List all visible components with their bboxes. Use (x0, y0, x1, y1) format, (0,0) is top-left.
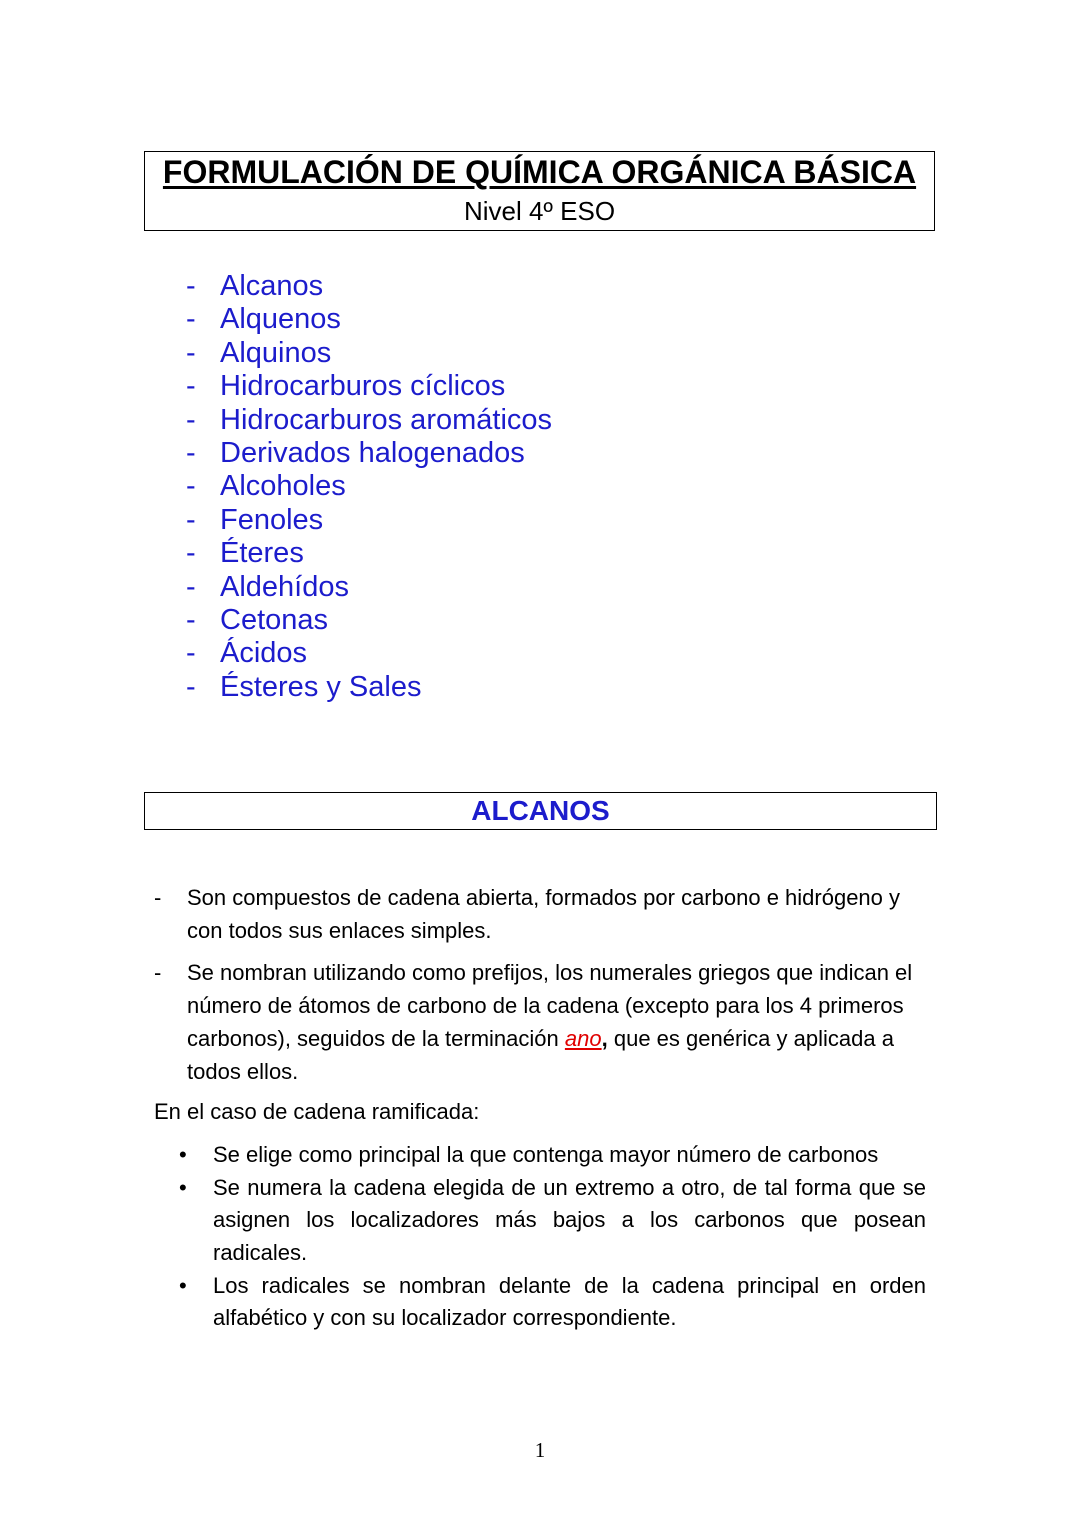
rule-text: Los radicales se nombran delante de la cadena principal en orden alfabético y con su localizador correspondiente. (213, 1272, 926, 1331)
branched-intro: En el caso de cadena ramificada: (154, 1099, 480, 1125)
list-dash: - (186, 637, 196, 670)
topic-item (186, 470, 552, 503)
list-dash: - (154, 885, 162, 910)
topic-item (186, 504, 552, 537)
list-dash: - (186, 670, 196, 703)
topic-list (186, 270, 552, 704)
document-subtitle: Nivel 4º ESO (463, 196, 616, 226)
page-number: 1 (534, 1438, 546, 1462)
suffix-term: ano (564, 1025, 602, 1051)
topic-label: Hidrocarburos cíclicos (220, 370, 506, 403)
list-dash: - (186, 503, 196, 536)
topic-label: Cetonas (220, 604, 329, 637)
rule-item (154, 1172, 926, 1270)
section-body (154, 882, 926, 1335)
rule-text: Se elige como principal la que contenga mayor número de carbonos (213, 1141, 879, 1167)
topic-item (186, 337, 552, 370)
topic-label: Ácidos (220, 637, 308, 670)
topic-item (186, 537, 552, 570)
bullet-marker: • (179, 1141, 187, 1167)
topic-label: Aldehídos (220, 570, 349, 603)
topic-label: Fenoles (220, 503, 324, 536)
topic-label: Ésteres y Sales (220, 670, 422, 703)
bullet-marker: • (179, 1174, 187, 1200)
topic-item (186, 303, 552, 336)
list-dash: - (186, 303, 196, 336)
definition-paragraph (154, 882, 926, 947)
list-dash: - (186, 336, 196, 369)
topic-label: Alquenos (220, 303, 341, 336)
topic-label: Derivados halogenados (220, 437, 525, 470)
list-dash: - (186, 470, 196, 503)
topic-item (186, 671, 552, 704)
topic-label: Alquinos (220, 336, 332, 369)
list-dash: - (186, 537, 196, 570)
topic-label: Alcanos (220, 270, 324, 302)
topic-label: Hidrocarburos aromáticos (220, 403, 553, 436)
list-dash: - (186, 604, 196, 637)
list-dash: - (154, 960, 162, 986)
paragraph-comma: , (601, 1025, 608, 1051)
topic-item (186, 370, 552, 403)
topic-item (186, 637, 552, 670)
topic-item (186, 437, 552, 470)
paragraph-text: Son compuestos de cadena abierta, formados por carbono e hidrógeno y con todos sus enlaces simples. (187, 885, 901, 943)
section-heading-box (144, 792, 937, 830)
topic-item (186, 604, 552, 637)
topic-label: Alcoholes (220, 470, 346, 503)
list-dash: - (186, 370, 196, 403)
list-dash: - (186, 270, 196, 302)
topic-item (186, 270, 552, 303)
list-dash: - (186, 437, 196, 470)
paragraph-text-after: que es genérica y aplicada a todos ellos. (187, 1025, 894, 1084)
section-title: ALCANOS (471, 795, 610, 826)
rule-text: Se numera la cadena elegida de un extremo a otro, de tal forma que se asignen los localizadores más bajos a los carbonos que posean radicales. (213, 1174, 926, 1266)
topic-item (186, 404, 552, 437)
list-dash: - (186, 403, 196, 436)
document-title-box (144, 151, 935, 231)
rules-list (154, 1139, 926, 1335)
list-dash: - (186, 570, 196, 603)
naming-paragraph (154, 957, 926, 1088)
paragraph-text-before: Se nombran utilizando como prefijos, los numerales griegos que indican el número de átomos de carbono de la cadena (excepto para los 4 primeros carbonos), seguidos de la terminación (187, 960, 913, 1051)
topic-label: Éteres (220, 537, 304, 570)
rule-item (154, 1139, 926, 1172)
document-title: FORMULACIÓN DE QUÍMICA ORGÁNICA BÁSICA (162, 154, 917, 190)
bullet-marker: • (179, 1272, 187, 1298)
topic-item (186, 571, 552, 604)
rule-item (154, 1270, 926, 1335)
